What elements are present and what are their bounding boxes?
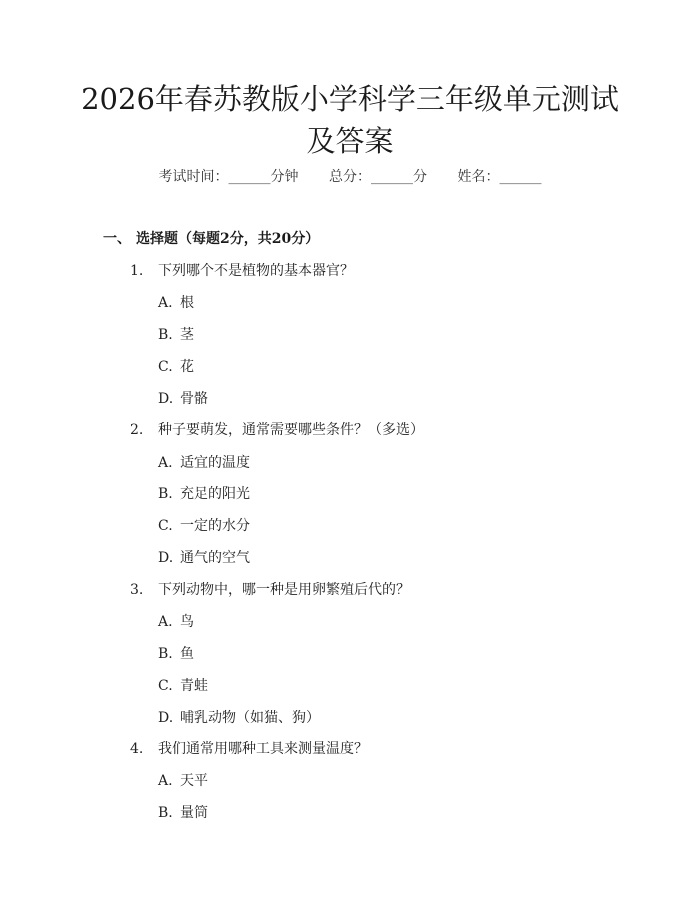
- option-letter: D.: [158, 550, 174, 566]
- question-text: 我们通常用哪种工具来测量温度？: [158, 741, 368, 757]
- question-number: 4.: [130, 741, 144, 757]
- answer-option: [158, 675, 208, 697]
- option-text: 适宜的温度: [180, 455, 250, 471]
- option-text: 量筒: [180, 805, 208, 821]
- answer-option: [158, 356, 194, 378]
- option-text: 天平: [180, 773, 208, 789]
- option-text: 通气的空气: [180, 550, 250, 566]
- answer-option: [158, 292, 194, 314]
- question-item: [130, 738, 368, 760]
- option-letter: A.: [158, 614, 173, 630]
- question-item: [130, 419, 424, 441]
- answer-option: [158, 707, 320, 729]
- answer-option: [158, 643, 194, 665]
- question-text: 种子要萌发，通常需要哪些条件？（多选）: [158, 422, 424, 438]
- option-letter: C.: [158, 359, 173, 375]
- answer-option: [158, 611, 194, 633]
- section-title-text: 选择题（每题2分，共20分）: [136, 231, 320, 247]
- option-letter: B.: [158, 486, 173, 502]
- option-letter: C.: [158, 678, 173, 694]
- total-score-field: 总分：______分: [329, 169, 427, 185]
- option-text: 鸟: [180, 614, 194, 630]
- question-item: [130, 579, 410, 601]
- option-text: 青蛙: [180, 678, 208, 694]
- option-letter: B.: [158, 327, 173, 343]
- option-letter: B.: [158, 646, 173, 662]
- question-text: 下列动物中，哪一种是用卵繁殖后代的？: [158, 582, 410, 598]
- option-letter: A.: [158, 773, 173, 789]
- question-item: [130, 260, 354, 282]
- option-text: 一定的水分: [180, 518, 250, 534]
- answer-option: [158, 515, 250, 537]
- question-number: 2.: [130, 422, 144, 438]
- option-letter: A.: [158, 455, 173, 471]
- option-text: 充足的阳光: [180, 486, 250, 502]
- student-name-field: 姓名：______: [457, 169, 542, 185]
- option-text: 根: [180, 295, 194, 311]
- answer-option: [158, 452, 250, 474]
- option-letter: D.: [158, 710, 174, 726]
- question-number: 1.: [130, 263, 144, 279]
- option-text: 骨骼: [180, 391, 208, 407]
- option-text: 花: [180, 359, 194, 375]
- question-number: 3.: [130, 582, 144, 598]
- option-letter: C.: [158, 518, 173, 534]
- answer-option: [158, 324, 194, 346]
- answer-option: [158, 802, 208, 824]
- answer-option: [158, 388, 208, 410]
- section-number: 一、: [103, 231, 131, 247]
- option-letter: A.: [158, 295, 173, 311]
- exam-time-field: 考试时间：______分钟: [158, 169, 299, 185]
- answer-option: [158, 770, 208, 792]
- option-text: 哺乳动物（如猫、狗）: [180, 710, 320, 726]
- option-letter: D.: [158, 391, 174, 407]
- option-text: 茎: [180, 327, 194, 343]
- answer-option: [158, 547, 250, 569]
- question-text: 下列哪个不是植物的基本器官？: [158, 263, 354, 279]
- exam-info-line: [0, 166, 700, 188]
- answer-option: [158, 483, 250, 505]
- page-title: 2026年春苏教版小学科学三年级单元测试及答案: [81, 82, 619, 158]
- option-text: 鱼: [180, 646, 194, 662]
- section-heading: [103, 228, 319, 250]
- option-letter: B.: [158, 805, 173, 821]
